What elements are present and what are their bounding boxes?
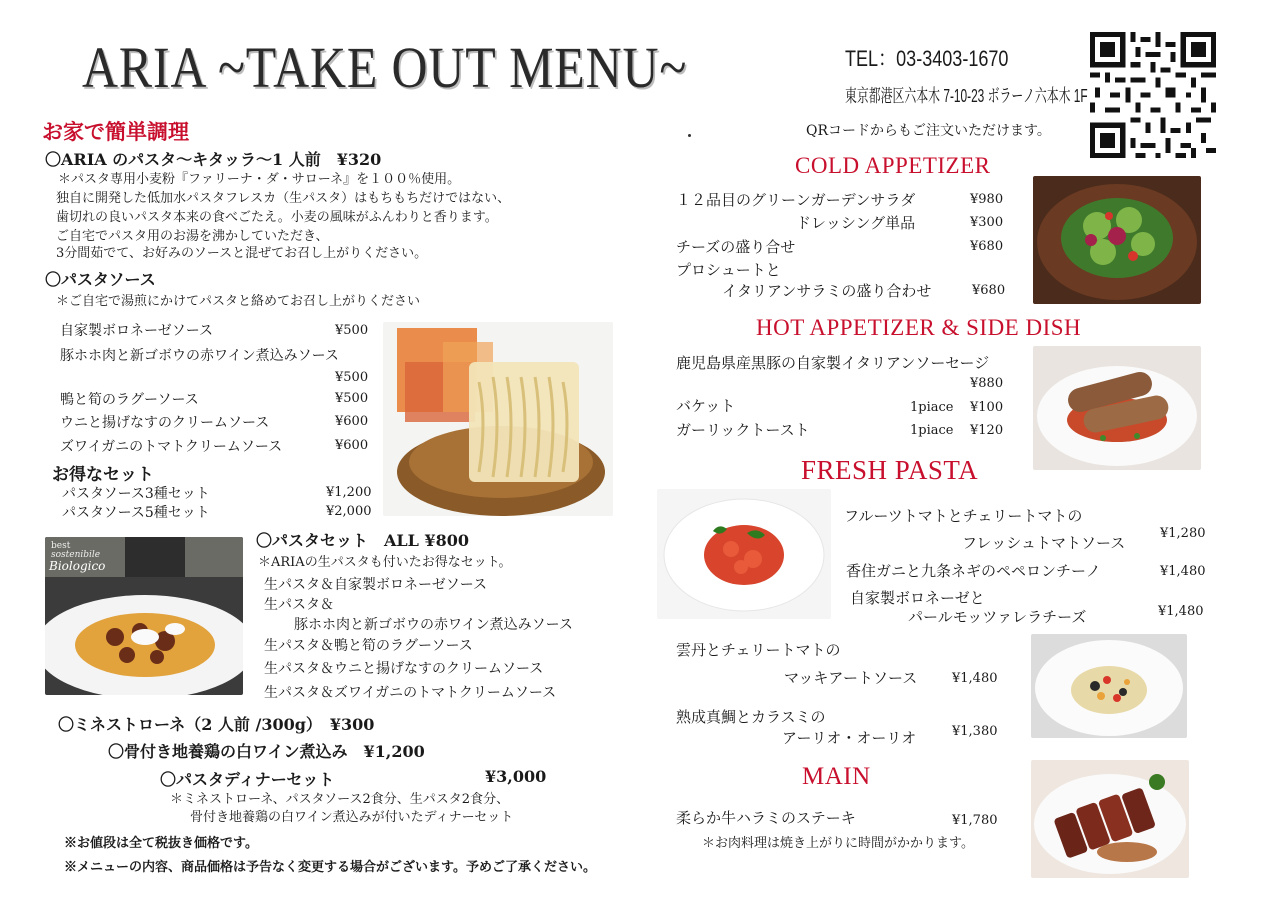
bolognese-pasta-photo	[45, 537, 243, 695]
pasta-set-item: 生パスタ＆	[264, 597, 334, 613]
pasta-name: 雲丹とチェリートマトの	[676, 641, 841, 659]
pasta-name: 香住ガニと九条ネギのペペロンチーノ	[846, 562, 1101, 580]
aria-pasta-title: 〇ARIA のパスタ～キタッラ～1 人前 ¥320	[45, 150, 382, 169]
deal-name: パスタソース5種セット	[62, 505, 210, 521]
pasta-price: ¥1,280	[1160, 526, 1206, 541]
sauce-price: ¥500	[335, 370, 369, 385]
dinner-desc-1: ＊ミネストローネ、パスタソース2食分、生パスタ2食分、	[170, 792, 510, 807]
chicken-item: 〇骨付き地養鶏の白ワイン煮込み ¥1,200	[108, 742, 425, 761]
pasta-name: 熟成真鯛とカラスミの	[676, 708, 826, 726]
hot-item-price: ¥880	[970, 376, 1004, 391]
dinner-set-price: ¥3,000	[485, 767, 547, 786]
sauce-package-photo	[383, 322, 613, 516]
hot-item-name: バケット	[676, 397, 736, 415]
pasta-set-item: 生パスタ＆鴨と筍のラグーソース	[264, 638, 473, 654]
hot-item-name: 鹿児島県産黒豚の自家製イタリアンソーセージ	[676, 354, 990, 372]
tomato-pasta-photo	[657, 489, 831, 619]
telephone: TEL：03-3403-1670	[845, 46, 1009, 71]
address: 東京都港区六本木 7-10-23 ボラーノ六本木 1F	[845, 86, 1088, 106]
wine-label-3: Biologico	[49, 559, 106, 573]
cold-item-price: ¥680	[970, 239, 1004, 254]
sauce-price: ¥500	[335, 391, 369, 406]
pasta-set-note: ＊ARIAの生パスタも付いたお得なセット。	[258, 555, 512, 570]
pasta-desc-5: 3分間茹でて、お好みのソースと混ぜてお召し上がりください。	[56, 246, 428, 261]
deal-price: ¥2,000	[326, 504, 372, 519]
cold-item-name: イタリアンサラミの盛り合わせ	[722, 282, 932, 300]
pasta-name-2: アーリオ・オーリオ	[782, 729, 917, 747]
pasta-desc-4: ご自宅でパスタ用のお湯を沸かしていただき、	[56, 229, 329, 244]
sauce-name: 鴨と筍のラグーソース	[60, 392, 199, 408]
cold-item-name: １２品目のグリーンガーデンサラダ	[676, 191, 916, 209]
pasta-price: ¥1,480	[1160, 564, 1206, 579]
hot-item-price: ¥100	[970, 400, 1004, 415]
hot-item-unit: 1piace	[910, 400, 954, 415]
sauce-name: 豚ホホ肉と新ゴボウの赤ワイン煮込みソース	[60, 348, 339, 364]
wine-label-2: sostenibile	[51, 550, 101, 560]
pasta-set-item: 生パスタ＆ウニと揚げなすのクリームソース	[264, 661, 544, 677]
dinner-set-title: 〇パスタディナーセット	[160, 770, 335, 789]
cold-appetizer-heading: COLD APPETIZER	[795, 153, 991, 178]
sausage-photo	[1033, 346, 1201, 470]
deal-name: パスタソース3種セット	[62, 486, 210, 502]
hot-item-name: ガーリックトースト	[676, 421, 810, 439]
main-item-price: ¥1,780	[952, 813, 998, 828]
pasta-set-item: 豚ホホ肉と新ゴボウの赤ワイン煮込みソース	[294, 617, 573, 633]
hot-item-price: ¥120	[970, 423, 1004, 438]
menu-title: ARIA ~TAKE OUT MENU~	[82, 35, 688, 100]
sauce-price: ¥500	[335, 323, 369, 338]
pasta-set-title: 〇パスタセット ALL ¥800	[256, 531, 470, 550]
pasta-name-2: マッキアートソース	[784, 669, 918, 687]
pasta-set-item: 生パスタ＆ズワイガニのトマトクリームソース	[264, 685, 557, 701]
pasta-name: フルーツトマトとチェリートマトの	[844, 507, 1083, 525]
hot-item-unit: 1piace	[910, 423, 954, 438]
qr-code-icon[interactable]	[1082, 32, 1224, 158]
sauce-name: ウニと揚げなすのクリームソース	[60, 415, 270, 431]
sauce-name: ズワイガニのトマトクリームソース	[60, 439, 283, 455]
salad-photo	[1033, 176, 1201, 304]
deal-set-title: お得なセット	[52, 465, 154, 485]
pasta-desc-3: 歯切れの良いパスタ本来の食べごたえ。小麦の風味がふんわりと香ります。	[56, 210, 498, 225]
fresh-pasta-heading: FRESH PASTA	[801, 455, 979, 485]
dinner-desc-2: 骨付き地養鶏の白ワイン煮込みが付いたディナーセット	[190, 810, 514, 825]
cold-item-price: ¥980	[970, 192, 1004, 207]
pasta-set-item: 生パスタ＆自家製ボロネーゼソース	[264, 577, 488, 593]
pasta-sauce-title: 〇パスタソース	[45, 270, 156, 289]
pasta-name-2: パールモッツァレラチーズ	[908, 608, 1087, 626]
tax-note: ※お値段は全て税抜き価格です。	[64, 836, 258, 851]
wine-label-1: best	[51, 541, 71, 551]
sauce-name: 自家製ボロネーゼソース	[60, 323, 214, 339]
qr-note: QRコードからもご注文いただけます。	[806, 123, 1051, 139]
pasta-price: ¥1,480	[1158, 604, 1204, 619]
pasta-desc-1: ＊パスタ専用小麦粉『ファリーナ・ダ・サローネ』を１００％使用。	[58, 172, 461, 187]
decorative-dot	[688, 134, 691, 137]
sauce-price: ¥600	[335, 438, 369, 453]
pasta-name-2: フレッシュトマトソース	[962, 534, 1126, 552]
minestrone-item: 〇ミネストローネ（2 人前 /300g） ¥300	[58, 715, 375, 734]
change-note: ※メニューの内容、商品価格は予告なく変更する場合がございます。予めご了承ください。	[64, 860, 596, 875]
pasta-name: 自家製ボロネーゼと	[850, 589, 985, 607]
cold-item-name: プロシュートと	[676, 261, 781, 279]
cold-item-price: ¥300	[970, 215, 1004, 230]
cold-item-price: ¥680	[972, 283, 1006, 298]
cold-item-name: チーズの盛り合せ	[676, 238, 796, 256]
hot-appetizer-heading: HOT APPETIZER & SIDE DISH	[756, 315, 1082, 340]
main-note: ＊お肉料理は焼き上がりに時間がかかります。	[702, 836, 974, 851]
sauce-price: ¥600	[335, 414, 369, 429]
steak-photo	[1031, 760, 1189, 878]
home-cooking-heading: お家で簡単調理	[42, 119, 189, 144]
main-heading: MAIN	[802, 763, 871, 790]
pasta-price: ¥1,380	[952, 724, 998, 739]
pasta-desc-2: 独自に開発した低加水パスタフレスカ（生パスタ）はもちもちだけではない、	[56, 191, 511, 206]
pasta-sauce-note: ＊ご自宅で湯煎にかけてパスタと絡めてお召し上がりください	[56, 294, 421, 309]
cold-item-name: ドレッシング単品	[796, 214, 916, 232]
main-item-name: 柔らか牛ハラミのステーキ	[676, 809, 856, 827]
deal-price: ¥1,200	[326, 485, 372, 500]
pasta-price: ¥1,480	[952, 671, 998, 686]
uni-pasta-photo	[1031, 634, 1187, 738]
